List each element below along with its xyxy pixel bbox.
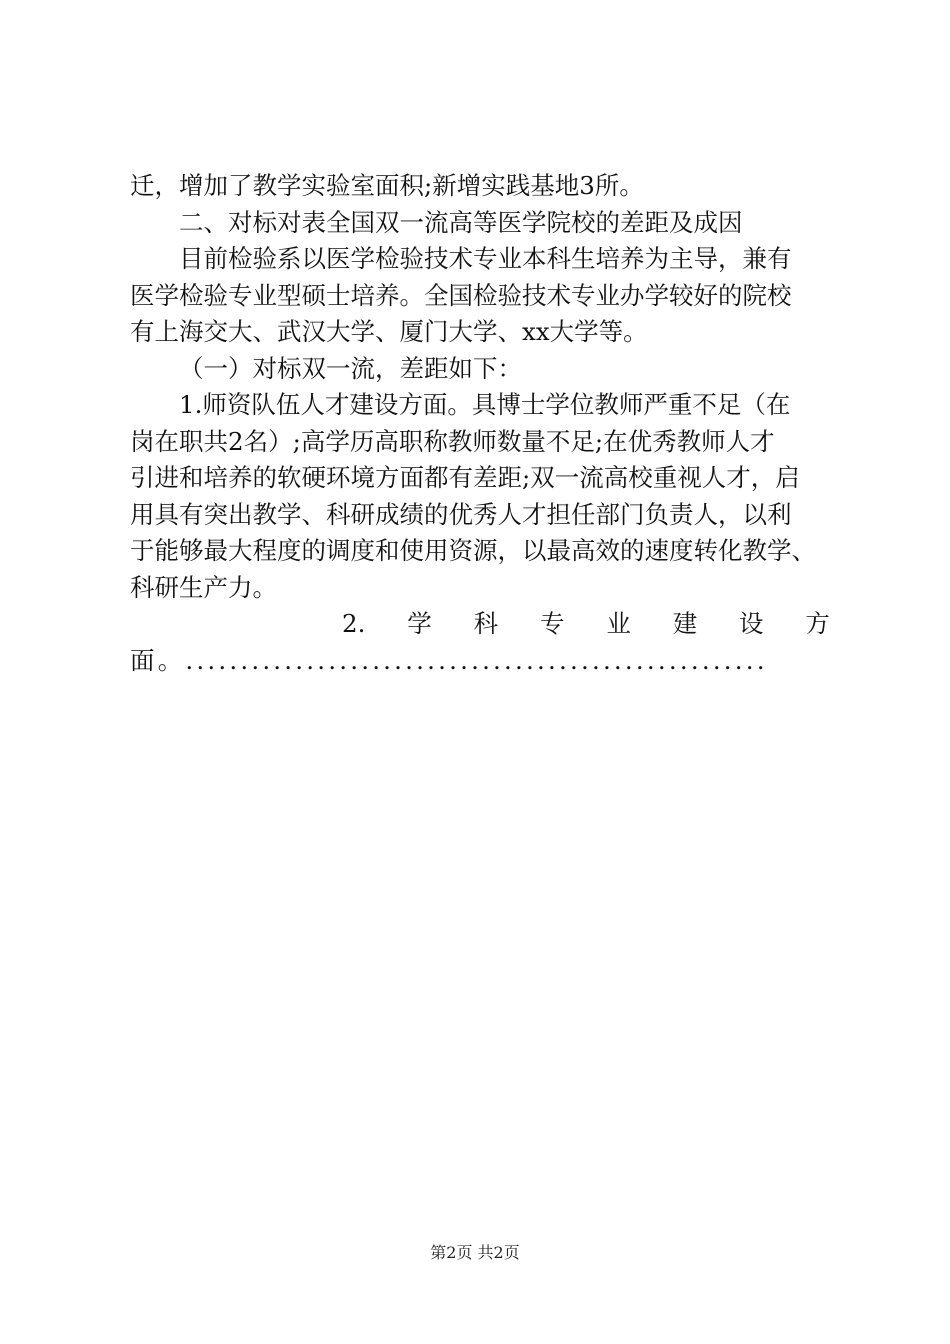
paragraph-line: 目前检验系以医学检验技术专业本科生培养为主导，兼有 — [179, 244, 792, 273]
spaced-heading-char: 建 — [672, 609, 698, 638]
paragraph-line: 于能够最大程度的调度和使用资源，以最高效的速度转化教学、 — [130, 536, 816, 565]
subsection-heading: （一）对标双一流，差距如下： — [179, 353, 522, 383]
paragraph-line: 有上海交大、武汉大学、厦门大学、xx大学等。 — [130, 317, 648, 346]
spaced-heading-char: 科 — [473, 609, 499, 638]
spaced-heading-char: 2. — [342, 609, 366, 638]
paragraph-line: 迁，增加了教学实验室面积;新增实践基地3所。 — [130, 171, 644, 200]
spaced-heading-char: 方 — [805, 609, 830, 638]
page-footer: 第2页 共2页 — [430, 1243, 520, 1262]
spaced-heading-char: 设 — [739, 609, 764, 638]
document-body — [130, 168, 830, 679]
spaced-heading-char: 专 — [539, 609, 565, 638]
paragraph-line: 用具有突出教学、科研成绩的优秀人才担任部门负责人，以利 — [130, 499, 792, 529]
spaced-heading-line — [130, 606, 830, 643]
paragraph-line: 引进和培养的软硬环境方面都有差距;双一流高校重视人才，启 — [130, 463, 800, 492]
spaced-heading-char: 学 — [407, 609, 432, 638]
section-heading: 二、对标对表全国双一流高等医学院校的差距及成因 — [179, 207, 743, 237]
paragraph-line: 岗在职共2名）;高学历高职称教师数量不足;在优秀教师人才 — [130, 426, 775, 456]
truncated-line: 面。..................................................... — [130, 645, 768, 675]
paragraph-line: 科研生产力。 — [130, 572, 277, 602]
paragraph-line: 医学检验专业型硕士培养。全国检验技术专业办学较好的院校 — [130, 280, 792, 310]
paragraph-line: 1.师资队伍人才建设方面。具博士学位教师严重不足（在 — [179, 390, 791, 419]
spaced-heading-char: 业 — [606, 609, 631, 638]
